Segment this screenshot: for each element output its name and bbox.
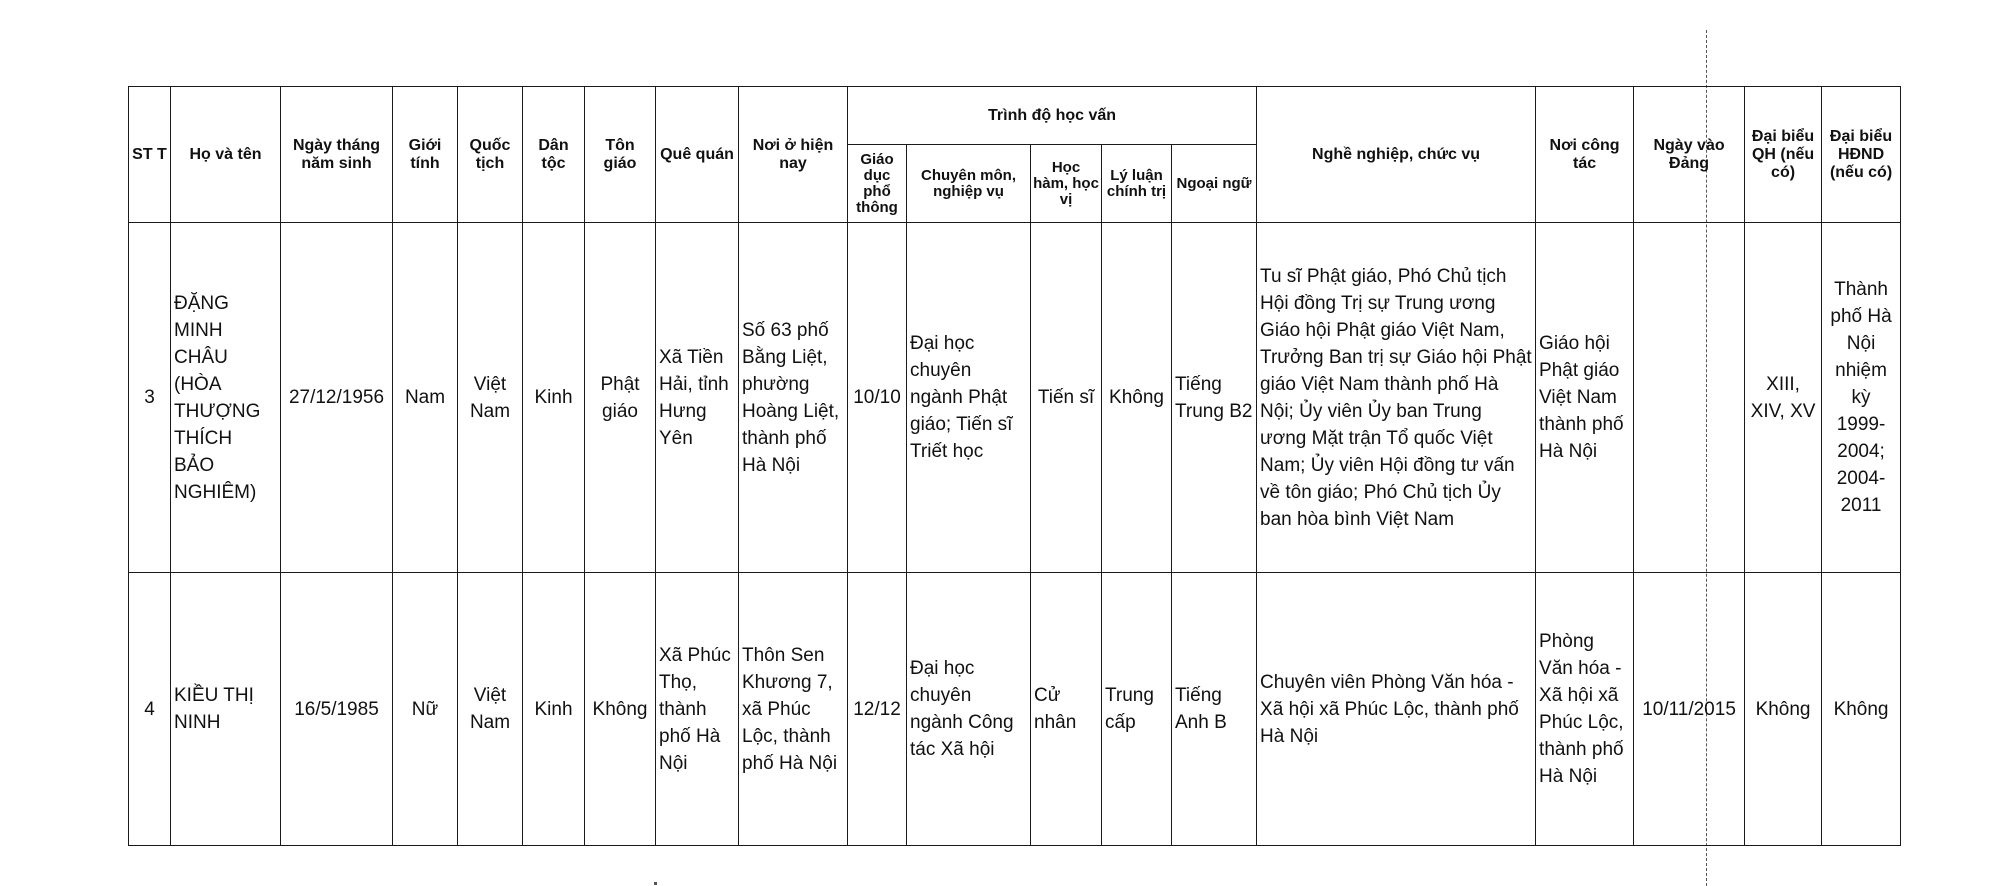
cell-ngoai-ngu: Tiếng Trung B2 <box>1172 223 1257 573</box>
cell-ton-giao: Không <box>585 573 656 846</box>
cell-dai-bieu-hdnd: Không <box>1822 573 1901 846</box>
cell-dan-toc: Kinh <box>523 223 585 573</box>
cell-que-quan: Xã Phúc Thọ, thành phố Hà Nội <box>656 573 739 846</box>
header-trinh-do-hoc-van: Trình độ học vấn <box>848 87 1257 145</box>
cell-que-quan: Xã Tiền Hải, tỉnh Hưng Yên <box>656 223 739 573</box>
cell-stt: 4 <box>129 573 171 846</box>
cell-hoc-ham: Tiến sĩ <box>1031 223 1102 573</box>
cell-ton-giao: Phật giáo <box>585 223 656 573</box>
cell-ngay-sinh: 27/12/1956 <box>281 223 393 573</box>
header-row-top <box>129 87 1901 145</box>
cell-noi-cong-tac: Phòng Văn hóa - Xã hội xã Phúc Lộc, thành phố Hà Nội <box>1536 573 1634 846</box>
header-ngoai-ngu: Ngoại ngữ <box>1172 145 1257 223</box>
header-ton-giao: Tôn giáo <box>585 87 656 223</box>
header-ho-ten: Họ và tên <box>171 87 281 223</box>
cell-quoc-tich: Việt Nam <box>458 223 523 573</box>
cell-stt: 3 <box>129 223 171 573</box>
cell-chuyen-mon: Đại học chuyên ngành Công tác Xã hội <box>907 573 1031 846</box>
cell-chuyen-mon: Đại học chuyên ngành Phật giáo; Tiến sĩ Triết học <box>907 223 1031 573</box>
header-dai-bieu-hdnd: Đại biểu HĐND (nếu có) <box>1822 87 1901 223</box>
table-row <box>129 223 1901 573</box>
header-ly-luan: Lý luận chính trị <box>1102 145 1172 223</box>
header-dan-toc: Dân tộc <box>523 87 585 223</box>
cell-ho-ten: ĐẶNG MINH CHÂU (HÒA THƯỢNG THÍCH BẢO NGHIÊM) <box>171 223 281 573</box>
cell-ngay-sinh: 16/5/1985 <box>281 573 393 846</box>
header-quoc-tich: Quốc tịch <box>458 87 523 223</box>
header-gioi-tinh: Giới tính <box>393 87 458 223</box>
header-noi-o: Nơi ở hiện nay <box>739 87 848 223</box>
cell-ngay-vao-dang: 10/11/2015 <box>1634 573 1745 846</box>
header-chuyen-mon: Chuyên môn, nghiệp vụ <box>907 145 1031 223</box>
cell-nghe-nghiep: Chuyên viên Phòng Văn hóa - Xã hội xã Phúc Lộc, thành phố Hà Nội <box>1257 573 1536 846</box>
cell-dai-bieu-qh: Không <box>1745 573 1822 846</box>
candidate-table <box>128 86 1901 846</box>
cell-ly-luan: Trung cấp <box>1102 573 1172 846</box>
header-stt: ST T <box>129 87 171 223</box>
table-row <box>129 573 1901 846</box>
cell-hoc-ham: Cử nhân <box>1031 573 1102 846</box>
header-dai-bieu-qh: Đại biểu QH (nếu có) <box>1745 87 1822 223</box>
cell-dai-bieu-qh: XIII, XIV, XV <box>1745 223 1822 573</box>
cell-ho-ten: KIỀU THỊ NINH <box>171 573 281 846</box>
cell-nghe-nghiep: Tu sĩ Phật giáo, Phó Chủ tịch Hội đồng Trị sự Trung ương Giáo hội Phật giáo Việt Nam, Trưởng Ban trị sự Giáo hội Phật giáo Việt Nam thành phố Hà Nội; Ủy viên Ủy ban Trung ương Mặt trận Tổ quốc Việt Nam; Ủy viên Hội đồng tư vấn về tôn giáo; Phó Chủ tịch Ủy ban hòa bình Việt Nam <box>1257 223 1536 573</box>
cell-ngay-vao-dang <box>1634 223 1745 573</box>
cell-giao-duc: 10/10 <box>848 223 907 573</box>
cell-dai-bieu-hdnd: Thành phố Hà Nội nhiệm kỳ 1999-2004; 2004-2011 <box>1822 223 1901 573</box>
scan-speck <box>654 882 657 885</box>
cell-noi-o: Thôn Sen Khương 7, xã Phúc Lộc, thành phố Hà Nội <box>739 573 848 846</box>
cell-gioi-tinh: Nam <box>393 223 458 573</box>
header-ngay-vao-dang: Ngày vào Đảng <box>1634 87 1745 223</box>
cell-ngoai-ngu: Tiếng Anh B <box>1172 573 1257 846</box>
cell-gioi-tinh: Nữ <box>393 573 458 846</box>
cell-noi-cong-tac: Giáo hội Phật giáo Việt Nam thành phố Hà Nội <box>1536 223 1634 573</box>
cell-ly-luan: Không <box>1102 223 1172 573</box>
header-giao-duc: Giáo dục phổ thông <box>848 145 907 223</box>
header-hoc-ham: Học hàm, học vị <box>1031 145 1102 223</box>
cell-dan-toc: Kinh <box>523 573 585 846</box>
header-nghe-nghiep: Nghề nghiệp, chức vụ <box>1257 87 1536 223</box>
cell-noi-o: Số 63 phố Bằng Liệt, phường Hoàng Liệt, thành phố Hà Nội <box>739 223 848 573</box>
header-ngay-sinh: Ngày tháng năm sinh <box>281 87 393 223</box>
header-noi-cong-tac: Nơi công tác <box>1536 87 1634 223</box>
cell-giao-duc: 12/12 <box>848 573 907 846</box>
header-que-quan: Quê quán <box>656 87 739 223</box>
cell-quoc-tich: Việt Nam <box>458 573 523 846</box>
